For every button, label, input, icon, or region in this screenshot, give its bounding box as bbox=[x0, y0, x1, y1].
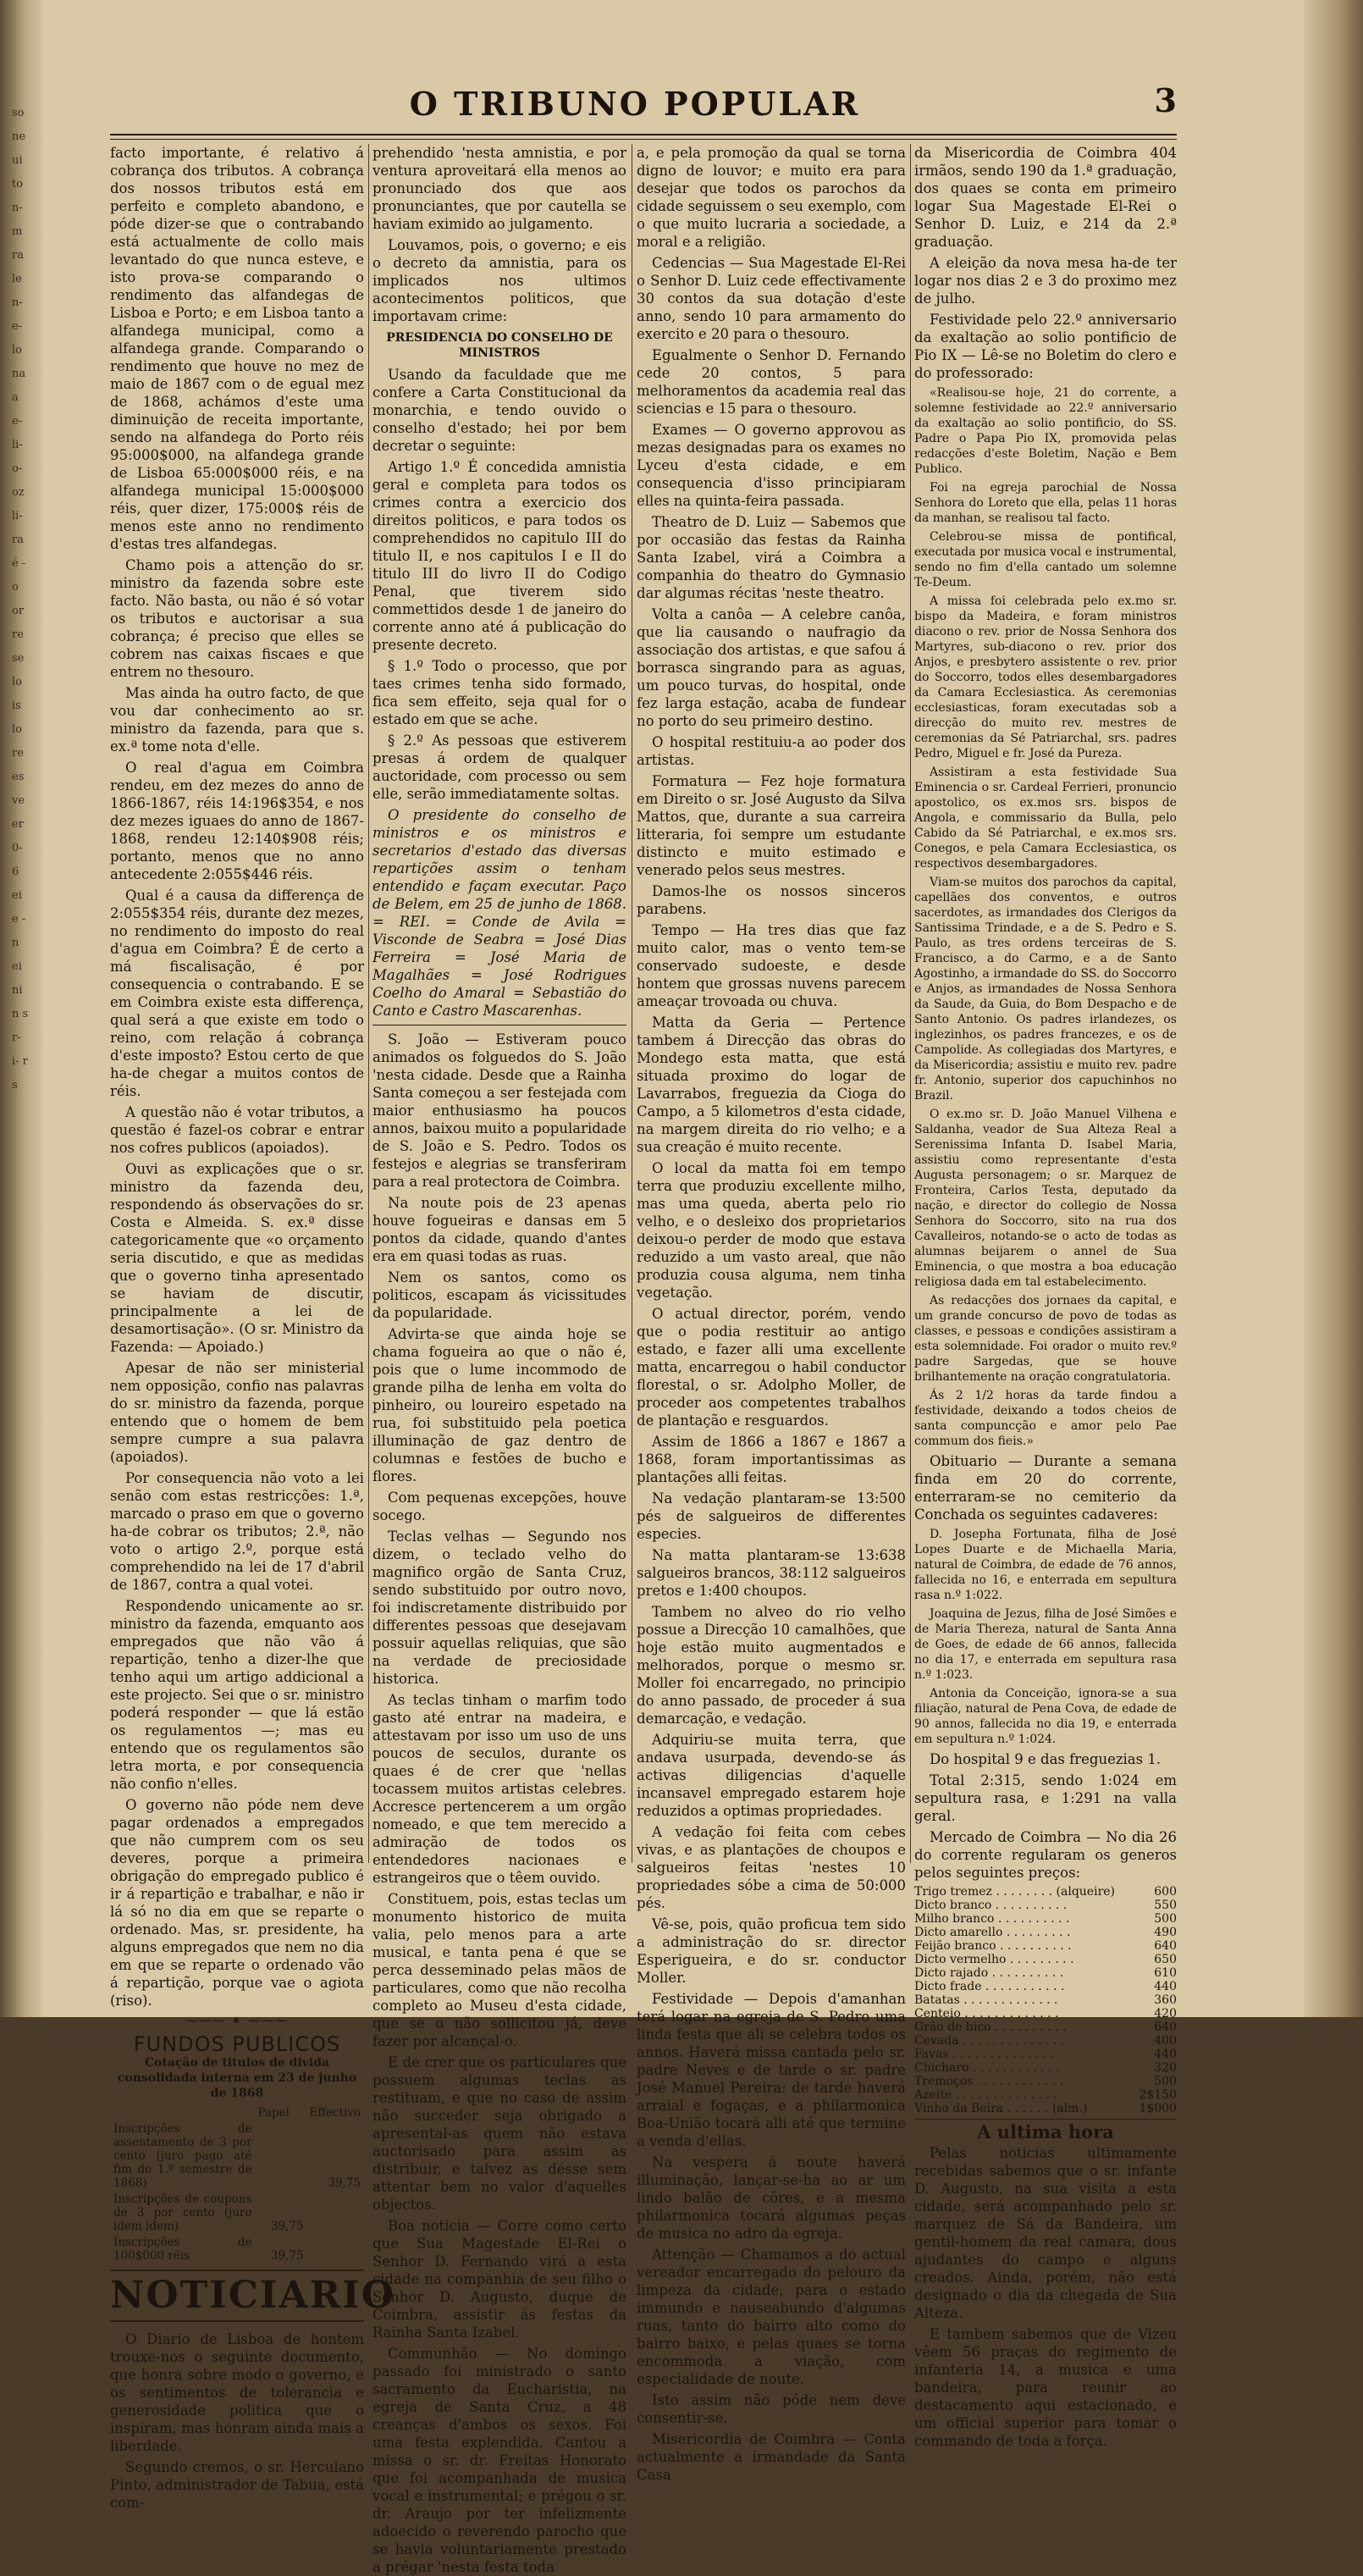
fundos-table bbox=[110, 2104, 364, 2264]
table-row bbox=[914, 2020, 1177, 2034]
quote-paragraph: Foi na egreja parochial de Nossa Senhora do Loreto que ella, pelas 11 horas da manhan, se realisou tal facto. bbox=[914, 481, 1177, 525]
quote-paragraph: Assistiram a esta festividade Sua Eminencia o sr. Cardeal Ferrieri, pronuncio apostolico, os ex.mos srs. bispos de Angola, e commissario da Bulla, pelo Cabido da Sé Patriarchal, e ex.mos srs. Conegos, e pela Camara Ecclesiastica, os respectivos desembargadores. bbox=[914, 766, 1177, 871]
news-item: Tambem no alveo do rio velho possue a Direcção 10 camalhões, que hoje estão muito augmentados e melhorados, porque o mesmo sr. Moller foi encarregado, no principio do anno passado, de proceder á sua demarcação, e vedação. bbox=[637, 1604, 906, 1727]
obit-entry: Antonia da Conceição, ignora-se a sua filiação, natural de Pena Cova, de edade de 90 annos, fallecida no dia 19, e enterrada em sepultura n.º 1:024. bbox=[914, 1687, 1177, 1746]
market-item: Dicto amarello . . . . . . . . . bbox=[914, 1926, 1071, 1939]
news-item: Festividade pelo 22.º anniversario da exaltação ao solio pontificio de Pio IX — Lê-se no Boletim do clero e do professorado: bbox=[914, 312, 1177, 381]
news-item: Do hospital 9 e das freguezias 1. bbox=[930, 1751, 1162, 1767]
news-item: Mercado de Coimbra — No dia 26 do corrente regularam os generos pelos seguintes preços: bbox=[914, 1829, 1177, 1881]
news-item: Theatro de D. Luiz — Sabemos que por occasião das festas da Rainha Santa Izabel, virá a Coimbra a companhia do theatro do Gymnasio dar algumas récitas 'neste theatro. bbox=[637, 514, 906, 601]
table-row bbox=[914, 2088, 1177, 2102]
news-item: E tambem sabemos que de Vizeu vêem 56 praças do regimento de infanteria 14, a musica e uma bandeira, para reunir ao destacamento aqui estacionado, e um official superior para tomar o commando de toda a força. bbox=[914, 2326, 1177, 2449]
article-paragraph: Ouvi as explicações que o sr. ministro da fazenda deu, respondendo ás observações do sr. Costa e Almeida. S. ex.ª disse categoricamente que «o orçamento seria discutido, e que as medidas que o governo tinha apresentado se haviam de discutir, principalmente a lei de desamortisação». (O sr. Ministro da Fazenda: — Apoiado.) bbox=[110, 1161, 364, 1355]
market-price: 420 bbox=[1154, 2007, 1177, 2020]
table-header-row bbox=[111, 2105, 364, 2121]
market-price: 600 bbox=[1154, 1885, 1177, 1899]
article-paragraph: prehendido 'nesta amnistia, e por ventura aproveitará ella menos ao pronunciado dos que aos pronunciantes, que por cautella se haviam eximido ao julgamento. bbox=[372, 145, 626, 232]
market-item: Azeite . . . . . . . . . . . . . . bbox=[914, 2088, 1057, 2102]
quote-paragraph: Celebrou-se missa de pontifical, executada por musica vocal e instrumental, sendo no fim d'ella cantado um solemne Te-Deum. bbox=[914, 530, 1177, 589]
news-item: da Misericordia de Coimbra 404 irmãos, sendo 190 da 1.ª graduação, dos quaes se conta em primeiro logar Sua Magestade El-Rei o Senhor D. Luiz, e 214 da 2.ª graduação. bbox=[914, 145, 1177, 250]
quoted-article bbox=[914, 385, 1177, 1449]
newspaper-title: O TRIBUNO POPULAR bbox=[409, 85, 861, 123]
market-item: Cevada . . . . . . . . . . . . . . bbox=[914, 2034, 1065, 2048]
news-item: Advirta-se que ainda hoje se chama fogueira ao que o não é, pois que o lume incommodo de grande pilha de lenha em volta do pinheiro, ou loureiro espetado na rua, foi substituido pela poetica illuminação de gaz dentro de columnas e festões de bucho e flores. bbox=[372, 1326, 626, 1484]
fundos-title: FUNDOS PUBLICOS bbox=[133, 2032, 341, 2056]
market-price: 640 bbox=[1154, 1939, 1177, 1953]
table-row bbox=[914, 2034, 1177, 2048]
market-item: Dicto frade . . . . . . . . . . . bbox=[914, 1980, 1065, 1993]
market-price: 320 bbox=[1154, 2061, 1177, 2075]
news-item: Formatura — Fez hoje formatura em Direito o sr. José Augusto da Silva Mattos, que, durante a sua carreira litteraria, foi sempre um estudante distincto e muito estimado e venerado pelos seus mestres. bbox=[637, 773, 906, 878]
table-cell-papel: 39,75 bbox=[255, 2192, 306, 2235]
market-item: Grão de bico . . . . . . . . . . bbox=[914, 2020, 1067, 2034]
news-item: As teclas tinham o marfim todo gasto até entrar na madeira, e attestavam por isso um uso de uns poucos de seculos, durante os quaes é de crer que 'nellas tocassem muitos artistas celebres. Accresce pertencerem a um orgão nomeado, e que tem merecido a admiração de todos os entendedores nacionaes e estrangeiros que o têem ouvido. bbox=[372, 1692, 626, 1886]
market-price: 440 bbox=[1154, 1980, 1177, 1993]
market-item: Chicharo . . . . . . . . . . . . bbox=[914, 2061, 1060, 2075]
market-item: Vinho da Beira . . . . . . (alm.) bbox=[914, 2102, 1088, 2115]
masthead-rule bbox=[110, 134, 1177, 140]
market-price: 360 bbox=[1154, 1993, 1177, 2007]
decree-paragraph: § 1.º Todo o processo, que por taes crimes tenha sido formado, fica sem effeito, seja qual for o estado em que se ache. bbox=[372, 658, 626, 727]
market-price: 1$000 bbox=[1139, 2102, 1177, 2115]
quote-paragraph: Viam-se muitos dos parochos da capital, capellães dos conventos, e outros sacerdotes, as irmandades dos Clerigos da Santissima Trindade, e a de S. Pedro e S. Paulo, as tres ordens terceiras de S. Francisco, a do Carmo, e a de Santo Agostinho, a irmandade do SS. do Soccorro e Anjos, as irmandades de Nossa Senhora da Saude, da Guia, do Bom Despacho e de Santo Antonio. Os padres irlandezes, os inglezinhos, os padres francezes, e os de Campolide. As collegiadas dos Martyres, e da Misericordia; assistiu e muito rev. padre fr. Antonio, superior dos capuchinhos no Brazil. bbox=[914, 876, 1177, 1103]
article-paragraph: Louvamos, pois, o governo; e eis o decreto da amnistia, para os implicados nos ultimos acontecimentos politicos, que importavam crime: bbox=[372, 237, 626, 324]
market-item: Favas . . . . . . . . . . . . . . bbox=[914, 2048, 1055, 2061]
table-cell-label: Inscripções de coupons de 3 por cento (juro idem idem) bbox=[111, 2192, 256, 2235]
market-price: 610 bbox=[1154, 1966, 1177, 1980]
news-item: Matta da Geria — Pertence tambem á Direcção das obras do Mondego esta matta, que está situada proximo do logar de Lavarrabos, freguezia da Cioga do Campo, a 5 kilometros d'esta cidade, na margem direita do rio velho; e a sua creação é muito recente. bbox=[637, 1014, 906, 1155]
news-item: Damos-lhe os nossos sinceros parabens. bbox=[637, 883, 906, 917]
market-item: Trigo tremez . . . . . . . . (alqueire) bbox=[914, 1885, 1116, 1899]
news-item: Total 2:315, sendo 1:024 em sepultura rasa, e 1:291 na valla geral. bbox=[914, 1772, 1177, 1824]
column-divider bbox=[368, 144, 369, 1863]
column-divider bbox=[910, 144, 911, 1863]
news-item: E de crer que os particulares que possuem algumas teclas as restituam, e que no caso de assim não succeder seja obrigado a apresental-as quem não estava auctorisado para assim as distribuir, e talvez as désse sem attentar bem no valor d'aquelles objectos. bbox=[372, 2054, 626, 2213]
market-price: 550 bbox=[1154, 1899, 1177, 1912]
news-item: Communhão — No domingo passado foi ministrado o santo sacramento da Eucharistia, na egreja de Santa Cruz, a 48 creanças d'ambos os sexos. Foi uma festa explendida. Cantou a missa o sr. dr. Freitas Honorato que foi acompanhada de musica vocal e instrumental; e prégou o sr. dr. Araujo por ter infelizmente adoecido o reverendo parocho que se havia voluntariamente prestado a prégar 'nesta festa toda bbox=[372, 2346, 626, 2575]
article-paragraph: Apesar de não ser ministerial nem opposição, confio nas palavras do sr. ministro da fazenda, porque entendo que o homem de bem sempre cumpre a sua palavra (apoiados). bbox=[110, 1360, 364, 1465]
market-price: 500 bbox=[1154, 2075, 1177, 2088]
table-row bbox=[914, 2007, 1177, 2020]
article-paragraph: Segundo cremos, o sr. Herculano Pinto, administrador de Tabua, está com- bbox=[110, 2459, 364, 2511]
market-price: 640 bbox=[1154, 2020, 1177, 2034]
news-item: Assim de 1866 a 1867 e 1867 a 1868, foram importantissimas as plantações alli feitas. bbox=[637, 1434, 906, 1485]
table-row bbox=[914, 1912, 1177, 1926]
article-paragraph: O real d'agua em Coimbra rendeu, em dez mezes do anno de 1866-1867, réis 14:196$354, e nos dez mezes iguaes do anno de 1867-1868, rendeu 12:140$908 réis; portanto, menos que no anno antecedente 2:055$446 réis. bbox=[110, 760, 364, 882]
news-item: Constituem, pois, estas teclas um monumento historico de muita valia, pelo menos para a arte musical, e tanta pena é que se perca desseminado pelas mãos de particulares, como que não recolha completo ao Museu d'esta cidade, que se o não sollicitou já, deve fazer por alcançal-o. bbox=[372, 1891, 626, 2049]
market-item: Feijão branco . . . . . . . . . . bbox=[914, 1939, 1072, 1953]
masthead bbox=[110, 81, 1177, 129]
news-item: Misericordia de Coimbra — Conta actualmente a irmandade da Santa Casa bbox=[637, 2431, 906, 2483]
fundos-subtitle: Cotação de titulos de divida consolidada interna em 23 de junho de 1868 bbox=[117, 2056, 357, 2100]
news-item: Tempo — Ha tres dias que faz muito calor, mas o vento tem-se conservado sudoeste, e desde hontem que grossas nuvens parecem ameaçar trovoada ou chuva. bbox=[637, 922, 906, 1009]
obit-entry: Joaquina de Jezus, filha de José Simões e de Maria Thereza, natural de Santa Anna de Goes, de edade de 66 annos, fallecida no dia 17, e enterrada em sepultura rasa n.º 1:023. bbox=[914, 1607, 1177, 1682]
market-item: Dicto rajado . . . . . . . . . . bbox=[914, 1966, 1064, 1980]
table-cell-effectivo bbox=[306, 2192, 364, 2235]
news-item: Volta a canôa — A celebre canôa, que lia causando o naufragio da associação dos artistas, e que safou á borrasca singrando para as aguas, um pouco turvas, do hospital, onde fez larga estação, acaba de fundear no porto do seu primeiro destino. bbox=[637, 606, 906, 729]
news-item: Nem os santos, como os politicos, escapam ás vicissitudes da popularidade. bbox=[372, 1269, 626, 1321]
market-item: Tremoços . . . . . . . . . . . . bbox=[914, 2075, 1064, 2088]
noticiario-title: NOTICIARIO bbox=[110, 2269, 364, 2322]
news-item: Pelas noticias ultimamente recebidas sabemos que o sr. infante D. Augusto, na sua visita a esta cidade, será acompanhado pelo sr. marquez de Sá da Bandeira, um gentil-homem da real camara, dous ajudantes do campo e alguns creados. Ainda, porém, não está designado o dia da chegada de Sua Alteza. bbox=[914, 2145, 1177, 2321]
market-item: Centeio . . . . . . . . . . . . . bbox=[914, 2007, 1059, 2020]
facing-page-edge-text: so ne ui to n- m ra le n- e- lo na a e- li- o- oz li- ra é -o or re se lo is lo re es ve er 0- 6 ei e -n ei ni n s r- i- r s bbox=[12, 107, 29, 1092]
table-header-blank bbox=[111, 2105, 256, 2121]
news-item: S. João — Estiveram pouco animados os folguedos do S. João 'nesta cidade. Desde que a Rainha Santa começou a ser festejada com maior enthusiasmo ha poucos annos, baixou muito a popularidade de S. João e S. Pedro. Todos os festejos e alegrias se transferiram para a real protectora de Coimbra. bbox=[372, 1031, 626, 1190]
table-cell-label: Inscripções de 100$000 réis bbox=[111, 2235, 256, 2264]
quote-paragraph: Ás 2 1/2 horas da tarde findou a festividade, deixando a todos cheios de santa compuncção e amor pelo Pae commum dos fieis.» bbox=[914, 1389, 1177, 1448]
market-price: 650 bbox=[1154, 1953, 1177, 1966]
decree-paragraph: O presidente do conselho de ministros e os ministros e secretarios d'estado das diversas repartições assim o tenham entendido e façam executar. Paço de Belem, em 25 de junho de 1868. = REI. = Conde de Avila = Visconde de Seabra = José Dias Ferreira = José Maria de Magalhães = José Rodrigues Coelho do Amaral = Sebastião do Canto e Castro Mascarenhas. bbox=[372, 807, 626, 1019]
news-item: Cedencias — Sua Magestade El-Rei o Senhor D. Luiz cede effectivamente 30 contos da sua dotação d'este anno, sendo 10 para armamento do exercito e 20 para o thesouro. bbox=[637, 255, 906, 342]
table-header-effectivo: Effectivo bbox=[306, 2105, 364, 2121]
table-row bbox=[914, 2102, 1177, 2115]
news-item: Adquiriu-se muita terra, que andava usurpada, devendo-se ás activas diligencias d'aquelle incansavel empregado estarem hoje reduzidos a optimas propriedades. bbox=[637, 1732, 906, 1819]
news-item: a, e pela promoção da qual se torna digno de louvor; e muito era para desejar que todos os parochos da cidade seguissem o seu exemplo, com o que muito lucraria a sociedade, a moral e a religião. bbox=[637, 145, 906, 250]
article-paragraph: Respondendo unicamente ao sr. ministro da fazenda, emquanto aos empregados que não vão á repartição, tenho a dizer-lhe que tenho aqui um artigo addicional a este projecto. Sei que o sr. ministro poderá responder — que lá estão os regulamentos —; mas eu entendo que os regulamentos são letra morta, e por consequencia não confio n'elles. bbox=[110, 1598, 364, 1792]
market-price: 2$150 bbox=[1139, 2088, 1177, 2102]
market-price: 500 bbox=[1154, 1912, 1177, 1926]
table-cell-effectivo bbox=[306, 2235, 364, 2264]
market-item: Batatas . . . . . . . . . . . . . bbox=[914, 1993, 1058, 2007]
table-row bbox=[914, 1980, 1177, 1993]
table-cell-papel: 39,75 bbox=[255, 2235, 306, 2264]
ultima-hora-title: A ultima hora bbox=[914, 2119, 1177, 2141]
news-item: Attenção — Chamamos a do actual vereador encarregado do pelouro da limpeza da cidade, para o estado immundo e nauseabundo d'algumas ruas, tanto do bairro alto como do bairro baixo, e pelas quaes se torna encommoda a viação, com especialidade de noute. bbox=[637, 2247, 906, 2387]
ornament-divider: ⁓⁓⁓ ✶ ⁓⁓⁓ bbox=[185, 2015, 290, 2028]
table-row bbox=[914, 2048, 1177, 2061]
table-cell-label: Inscripções de assentamento de 3 por cento (juro pago até fim do 1.º semestre de 1868) bbox=[111, 2121, 256, 2192]
decree-paragraph: Artigo 1.º É concedida amnistia geral e completa para todos os crimes contra a exercicio dos direitos politicos, e para todos os comprehendidos no capitulo III do titulo II, e nos capitulos I e II do titulo III do livro II do Codigo Penal, que tiverem sido commettidos desde 1 de janeiro do corrente anno até á publicação do presente decreto. bbox=[372, 459, 626, 653]
table-row bbox=[914, 2061, 1177, 2075]
table-row bbox=[111, 2192, 364, 2235]
article-paragraph: Por consequencia não voto a lei senão com estas restricções: 1.ª, marcado o praso em que o governo ha-de cobrar os tributos; 2.ª, não voto o artigo 2.º, porque está comprehendido na lei de 17 d'abril de 1867, contra a qual votei. bbox=[110, 1470, 364, 1593]
news-item: A vedação foi feita com cebes vivas, e as plantações de choupos e salgueiros feitas 'nestes 10 propriedades sóbe a cima de 50:000 pés. bbox=[637, 1824, 906, 1911]
decree-paragraph: § 2.º As pessoas que estiverem presas á ordem de qualquer auctoridade, com processo ou sem elle, serão immediatamente soltas. bbox=[372, 732, 626, 802]
column-4 bbox=[914, 144, 1177, 2449]
news-item: Na matta plantaram-se 13:638 salgueiros brancos, 38:112 salgueiros pretos e 1:400 choupos. bbox=[637, 1547, 906, 1599]
table-row bbox=[914, 2075, 1177, 2088]
news-item: Obituario — Durante a semana finda em 20 do corrente, enterraram-se no cemiterio da Conchada os seguintes cadaveres: bbox=[914, 1453, 1177, 1523]
news-item: A eleição da nova mesa ha-de ter logar nos dias 2 e 3 do proximo mez de julho. bbox=[914, 255, 1177, 307]
article-paragraph: O governo não póde nem deve pagar ordenados a empregados que não cumprem com os seu deveres, porque a primeira obrigação do empregado publico é ir á repartição e trabalhar, e não ir lá só no dia em que se reparte o ordenado. Mas, sr. presidente, ha alguns empregados que nem no dia em que se reparte o ordenado vão á repartição, porque vae o agiota (riso). bbox=[110, 1797, 364, 2009]
table-row bbox=[914, 1966, 1177, 1980]
news-item: Exames — O governo approvou as mezas designadas para os exames no Lyceu d'esta cidade, e em consequencia d'isso principiaram elles na quinta-feira passada. bbox=[637, 422, 906, 509]
news-item: O actual director, porém, vendo que o podia restituir ao antigo estado, e fazer alli uma excellente matta, encarregou o habil conductor florestal, o sr. Adolpho Moller, de proceder aos competentes trabalhos de plantação e resguardos. bbox=[637, 1306, 906, 1429]
market-prices-table bbox=[914, 1885, 1177, 2115]
page-right-edge bbox=[1304, 0, 1363, 2017]
news-item: O local da matta foi em tempo terra que produziu excellente milho, mas uma queda, aberta pelo rio velho, e o desleixo dos proprietarios deixou-o perder de modo que estava reduzido a um vasto areal, que não produzia cousa alguma, nem tinha vegetação. bbox=[637, 1160, 906, 1301]
table-row bbox=[914, 1953, 1177, 1966]
market-price: 440 bbox=[1154, 2048, 1177, 2061]
news-item: Teclas velhas — Segundo nos dizem, o teclado velho do magnifico orgão de Santa Cruz, sendo substituido por outro novo, foi indiscretamente distribuido por differentes pessoas que desejavam possuir aquellas reliquias, que são na verdade de preciosidade historica. bbox=[372, 1528, 626, 1687]
quote-paragraph: «Realisou-se hoje, 21 do corrente, a solemne festividade ao 22.º anniversario da exaltação ao solio pontificio, do SS. Padre o Papa Pio IX, promovida pelas redacções d'este Boletim, Nação e Bem Publico. bbox=[914, 386, 1177, 476]
news-item: Boa noticia — Corre como certo que Sua Magestade El-Rei o Senhor D. Fernando virá a esta cidade na companhia de seu filho o Senhor D. Augusto, duque de Coimbra, assistir ás festas da Rainha Santa Izabel. bbox=[372, 2218, 626, 2341]
table-row bbox=[914, 1899, 1177, 1912]
article-paragraph: A questão não é votar tributos, a questão é fazel-os cobrar e entrar nos cofres publicos (apoiados). bbox=[110, 1104, 364, 1156]
market-prices-body bbox=[914, 1885, 1177, 2115]
obituary-list bbox=[914, 1527, 1177, 1747]
table-header-papel: Papel bbox=[255, 2105, 306, 2121]
article-paragraph: O Diario de Lisboa de hontem trouxe-nos o seguinte documento, que honra sobre modo o governo, e os sentimentos de tolerancia e generosidade politica que o inspiram, mas honram ainda mais a liberdade. bbox=[110, 2331, 364, 2454]
market-item: Dicto branco . . . . . . . . . . bbox=[914, 1899, 1068, 1912]
news-item: Festividade — Depois d'amanhan terá logar na egreja de S. Pedro uma linda festa que ali se celebra todos os annos. Haverá missa cantada pelo sr. padre Neves e de tarde o sr. padre José Manuel Pereira: de tarde haverá arraial e fogaças, e a philarmonica Boa-União tocará alli até que termine a venda d'ellas. bbox=[637, 1991, 906, 2149]
decree-heading: PRESIDENCIA DO CONSELHO DE MINISTROS bbox=[386, 331, 613, 360]
quote-paragraph: O ex.mo sr. D. João Manuel Vilhena e Saldanha, veador de Sua Alteza Real a Serenissima Infanta D. Isabel Maria, assistiu como representante d'esta Augusta personagem; o sr. Marquez de Fronteira, Carlos Testa, deputado da nação, e director do collegio de Nossa Senhora do Soccorro, sito na rua dos Cavalleiros, notando-se o acto de todas as alumnas beijarem o annel de Sua Eminencia, o que mostra a boa educação religiosa dada em tal estabelecimento. bbox=[914, 1108, 1177, 1289]
column-2 bbox=[372, 144, 626, 2575]
news-item: O hospital restituiu-a ao poder dos artistas. bbox=[637, 734, 906, 768]
table-row bbox=[914, 1926, 1177, 1939]
news-item: Isto assim não póde nem deve consentir-se. bbox=[637, 2392, 906, 2426]
page-number: 3 bbox=[1154, 81, 1177, 119]
news-item: Na vespera á noute haverá illuminação, lançar-se-ha ao ar um lindo balão de côres, e a mesma philarmonica tocará algumas peças de musica no adro da egreja. bbox=[637, 2154, 906, 2242]
column-1 bbox=[110, 144, 396, 2511]
article-paragraph: Chamo pois a attenção do sr. ministro da fazenda sobre este facto. Não basta, ou não é só votar os tributos e auctorisar a sua cobrança; é preciso que elles se cobrem nas caixas fiscaes e que entrem no thesouro. bbox=[110, 557, 364, 680]
article-paragraph: Qual é a causa da differença de 2:055$354 réis, durante dez mezes, no rendimento do imposto do real d'agua em Coimbra? É de certo a má fiscalisação, é por consequencia o contrabando. E se em Coimbra existe esta differença, qual será a que existe em todo o reino, com relação á cobrança d'este imposto? Estou certo de que ha-de chegar a muitos contos de réis. bbox=[110, 887, 364, 1099]
article-paragraph: Mas ainda ha outro facto, de que vou dar conhecimento ao sr. ministro da fazenda, para que s. ex.ª tome nota d'elle. bbox=[110, 685, 364, 755]
quote-paragraph: A missa foi celebrada pelo ex.mo sr. bispo da Madeira, e foram ministros diacono o rev. prior de Nossa Senhora dos Martyres, sub-diacono o rev. prior dos Anjos, e presbytero assistente o rev. prior do Soccorro, todos elles desembargadores da Camara Ecclesiastica. As ceremonias ecclesiasticas, foram executadas sob a direcção do muito rev. mestres de ceremonias da Sé Patriarchal, srs. padres Pedro, Miguel e fr. José da Pureza. bbox=[914, 594, 1177, 760]
news-item: Com pequenas excepções, houve socego. bbox=[372, 1490, 626, 1523]
market-price: 490 bbox=[1154, 1926, 1177, 1939]
table-cell-papel bbox=[255, 2121, 306, 2192]
news-item: Na vedação plantaram-se 13:500 pés de salgueiros de differentes especies. bbox=[637, 1490, 906, 1542]
decree-paragraph: Usando da faculdade que me confere a Carta Constitucional da monarchia, e tendo ouvido o conselho d'estado; hei por bem decretar o seguinte: bbox=[372, 367, 626, 454]
column-3 bbox=[637, 144, 906, 2483]
news-item: Na noute pois de 23 apenas houve fogueiras e dansas em 5 pontos da cidade, quando d'antes era em quasi todas as ruas. bbox=[372, 1195, 626, 1264]
table-row bbox=[914, 1939, 1177, 1953]
news-item: Egualmente o Senhor D. Fernando cede 20 contos, 5 para melhoramentos da academia real das sciencias e 15 para o thesouro. bbox=[637, 347, 906, 417]
table-row bbox=[111, 2235, 364, 2264]
news-item: Vê-se, pois, quão proficua tem sido a administração do sr. director Esperigueira, e do sr. conductor Moller. bbox=[637, 1916, 906, 1986]
quote-paragraph: As redacções dos jornaes da capital, e um grande concurso de povo de todas as classes, e pessoas e condições assistiram a esta solemnidade. Foi orador o muito rev.º padre Sargedas, que se houve brilhantemente na oração congratulatoria. bbox=[914, 1294, 1177, 1384]
obit-entry: D. Josepha Fortunata, filha de José Lopes Duarte e de Michaella Maria, natural de Coimbra, de edade de 76 annos, fallecida no 16, e enterrada em sepultura rasa n.º 1:022. bbox=[914, 1528, 1177, 1602]
market-price: 400 bbox=[1154, 2034, 1177, 2048]
table-cell-effectivo: 39,75 bbox=[306, 2121, 364, 2192]
market-item: Dicto vermelho . . . . . . . . . bbox=[914, 1953, 1074, 1966]
table-row bbox=[914, 1993, 1177, 2007]
table-row bbox=[111, 2121, 364, 2192]
table-row bbox=[914, 1885, 1177, 1899]
market-item: Milho branco . . . . . . . . . . bbox=[914, 1912, 1070, 1926]
article-paragraph: facto importante, é relativo á cobrança dos tributos. A cobrança dos nossos tributos está em perfeito e completo abandono, e póde dizer-se que o contrabando está actualmente de collo mais levantado do que nunca esteve, e isto prova-se comparando o rendimento das alfandegas de Lisboa e Porto; e em Lisboa tanto a alfandega municipal, como a alfandega grande. Comparando o rendimento que houve no mez de maio de 1867 com o de egual mez de 1868, achámos d'este uma diminuição de receita importante, sendo na alfandega do Porto réis 95:000$000, na alfandega grande de Lisboa 65:000$000 réis, e na alfandega municipal 15:000$000 réis, quer dizer, 175:000$ réis de menos este anno no rendimento d'estas tres alfandegas. bbox=[110, 145, 364, 552]
